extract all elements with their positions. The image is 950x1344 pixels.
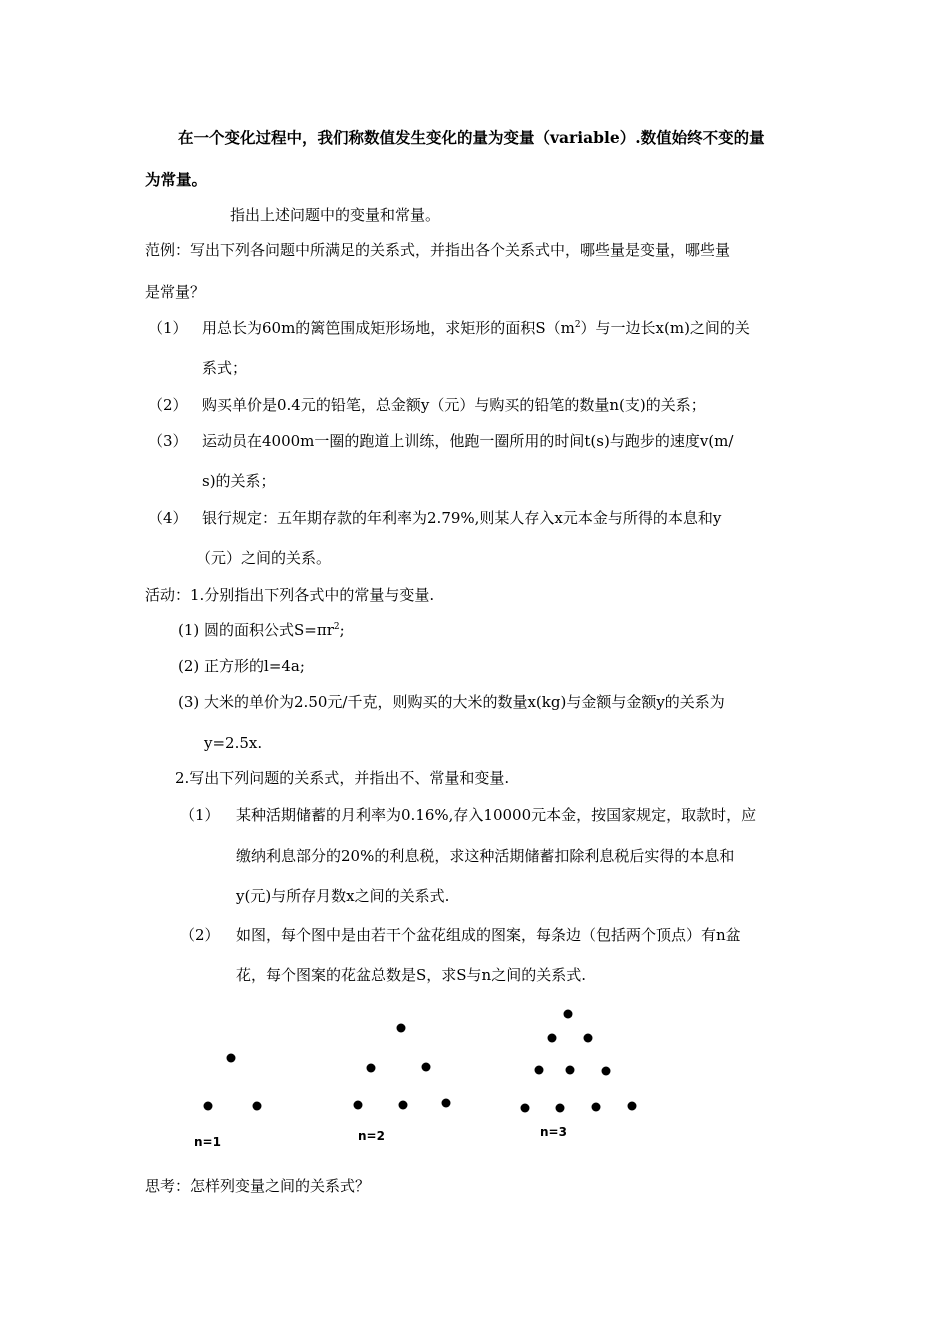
- definition-line-2: 为常量。: [145, 170, 208, 189]
- flower-pot-dot: [397, 1024, 406, 1033]
- flower-pot-dot: [592, 1103, 601, 1112]
- flower-pot-dot: [602, 1067, 611, 1076]
- pattern-n3: [521, 1010, 637, 1140]
- definition-line-1: 在一个变化过程中，我们称数值发生变化的量为变量（variable）.数值始终不变的量: [178, 128, 765, 147]
- activity-sub-3-line-2: y=2.5x.: [204, 734, 263, 752]
- example-item-1-line-1: 用总长为60m的篱笆围成矩形场地，求矩形的面积$S(m^2)$与一边长x(m)之间的关: [202, 319, 750, 337]
- pattern-n1: [194, 1054, 262, 1150]
- flower-pot-dot: [521, 1104, 530, 1113]
- prompt-text: 指出上述问题中的变量和常量。: [230, 206, 441, 224]
- example-item-2-number: （2）: [148, 396, 188, 414]
- activity-heading: 活动：1.分别指出下列各式中的常量与变量.: [145, 586, 435, 604]
- flower-pot-dot: [442, 1099, 451, 1108]
- example-item-3-line-1: 运动员在4000m一圈的跑道上训练，他跑一圈所用的时间t(s)与跑步的速度v(m/: [202, 432, 734, 450]
- pattern-n2: [354, 1024, 451, 1144]
- flower-pot-dot: [204, 1102, 213, 1111]
- flower-pot-dot: [584, 1034, 593, 1043]
- activity-q1-line-2: 缴纳利息部分的20%的利息税，求这种活期储蓄扣除利息税后实得的本息和: [236, 847, 735, 865]
- example-item-4-number: （4）: [148, 509, 188, 527]
- flower-pot-dot: [399, 1101, 408, 1110]
- flower-pot-dot: [422, 1063, 431, 1072]
- example-item-1-number: （1）: [148, 319, 188, 337]
- example-item-4-line-1: 银行规定：五年期存款的年利率为2.79%,则某人存入x元本金与所得的本息和y: [202, 509, 722, 527]
- example-item-3-line-2: s)的关系；: [202, 472, 276, 490]
- activity-q2-line-1: 如图，每个图中是由若干个盆花组成的图案，每条边（包括两个顶点）有n盆: [236, 926, 741, 944]
- activity-q2-number: （2）: [180, 926, 220, 944]
- example-item-3-number: （3）: [148, 432, 188, 450]
- pattern-label-n3: n=3: [540, 1125, 567, 1139]
- flower-pot-dot: [628, 1102, 637, 1111]
- flower-pot-dot: [564, 1010, 573, 1019]
- flower-pot-dot: [548, 1034, 557, 1043]
- flower-pot-dot: [566, 1066, 575, 1075]
- flower-pot-dot: [367, 1064, 376, 1073]
- example-intro-line-1: 范例：写出下列各问题中所满足的关系式，并指出各个关系式中，哪些量是变量，哪些量: [145, 241, 731, 259]
- think-question: 思考：怎样列变量之间的关系式？: [145, 1177, 371, 1195]
- example-item-2-line-1: 购买单价是0.4元的铅笔，总金额y（元）与购买的铅笔的数量n(支)的关系；: [202, 396, 706, 414]
- activity-q1-number: （1）: [180, 806, 220, 824]
- example-item-1-line-2: 系式；: [202, 359, 248, 377]
- flower-pot-dot: [227, 1054, 236, 1063]
- activity-q1-line-1: 某种活期储蓄的月利率为0.16%,存入10000元本金，按国家规定，取款时，应: [236, 806, 757, 824]
- flower-pot-dot: [556, 1104, 565, 1113]
- activity-heading-2: 2.写出下列问题的关系式，并指出不、常量和变量.: [175, 769, 510, 787]
- flower-pot-pattern-figure: [180, 1000, 660, 1150]
- example-intro-line-2: 是常量？: [145, 283, 206, 301]
- pattern-label-n1: n=1: [194, 1135, 221, 1149]
- activity-sub-1: (1) 圆的面积公式$S=\pi r^2$;: [178, 621, 345, 639]
- activity-sub-3-line-1: (3) 大米的单价为2.50元/千克，则购买的大米的数量x(kg)与金额与金额y的关系为: [178, 693, 725, 711]
- flower-pot-dot: [253, 1102, 262, 1111]
- activity-q1-line-3: y(元)与所存月数x之间的关系式.: [236, 887, 450, 905]
- example-item-4-line-2: （元）之间的关系。: [196, 549, 332, 567]
- activity-q2-line-2: 花，每个图案的花盆总数是S，求S与n之间的关系式.: [236, 966, 586, 984]
- activity-sub-2: (2) 正方形的l=4a;: [178, 657, 305, 675]
- flower-pot-dot: [354, 1101, 363, 1110]
- pattern-label-n2: n=2: [358, 1129, 385, 1143]
- flower-pot-dot: [535, 1066, 544, 1075]
